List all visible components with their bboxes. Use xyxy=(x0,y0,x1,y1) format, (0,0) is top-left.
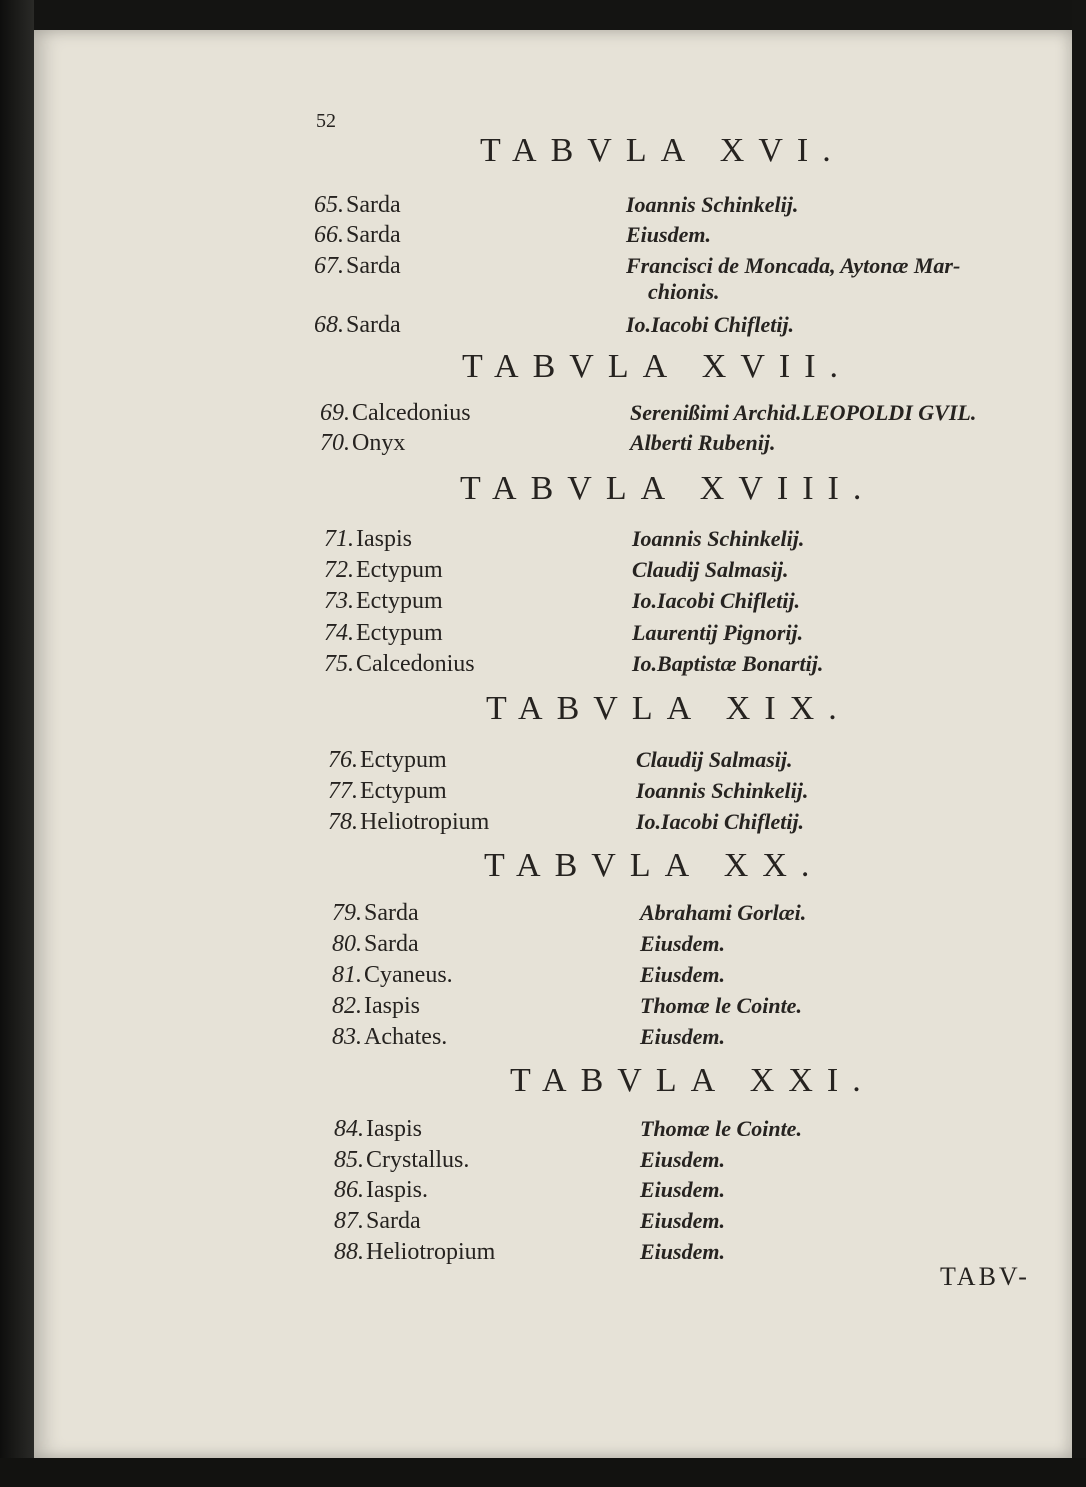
gem-name: Sarda xyxy=(364,900,419,926)
gem-entry xyxy=(332,991,420,1021)
gem-owner: Francisci de Moncada, Aytonæ Mar- xyxy=(626,253,961,278)
gem-name: Achates. xyxy=(364,1024,448,1050)
gem-name: Heliotropium xyxy=(366,1239,496,1265)
gem-entry xyxy=(324,618,443,648)
gem-entry xyxy=(328,745,447,775)
gem-name: Sarda xyxy=(346,253,401,279)
page-number: 52 xyxy=(316,110,336,132)
gem-name: Iaspis. xyxy=(366,1177,428,1203)
gem-name: Heliotropium xyxy=(360,809,490,835)
gem-entry xyxy=(324,524,412,554)
gem-owner: Io.Iacobi Chifletij. xyxy=(632,588,801,613)
gem-owner: Eiusdem. xyxy=(626,222,711,247)
scan-frame-top xyxy=(0,0,1086,30)
gem-owner: Claudij Salmasij. xyxy=(632,557,789,582)
gem-entry xyxy=(314,310,401,340)
gem-name: Onyx xyxy=(352,430,406,456)
gem-owner: Eiusdem. xyxy=(640,1208,725,1233)
gem-name: Iaspis xyxy=(356,526,412,552)
gem-entry xyxy=(332,929,419,959)
entry-number: 88. xyxy=(334,1239,364,1265)
gem-entry xyxy=(328,776,447,806)
gem-owner: Ioannis Schinkelij. xyxy=(632,526,805,551)
gem-name: Sarda xyxy=(346,222,401,248)
section-title: TABVLA XXI. xyxy=(510,1062,875,1099)
entry-number: 74. xyxy=(324,620,354,646)
entry-number: 76. xyxy=(328,747,358,773)
entry-number: 73. xyxy=(324,588,354,614)
gem-entry xyxy=(324,586,443,616)
gem-name: Cyaneus. xyxy=(364,962,453,988)
gem-owner: Eiusdem. xyxy=(640,1147,725,1172)
gem-owner: Alberti Rubenij. xyxy=(630,430,776,455)
gem-owner: Eiusdem. xyxy=(640,931,725,956)
gem-owner: Io.Baptistæ Bonartij. xyxy=(632,651,824,676)
scan-frame-bottom xyxy=(0,1458,1086,1487)
section-title: TABVLA XVII. xyxy=(462,348,853,385)
gem-entry xyxy=(332,898,419,928)
entry-number: 75. xyxy=(324,651,354,677)
gem-entry xyxy=(324,555,443,585)
gem-entry xyxy=(328,807,489,837)
gem-entry xyxy=(334,1145,469,1175)
entry-number: 65. xyxy=(314,192,344,218)
scan-frame-left xyxy=(0,0,34,1487)
gem-owner: Ioannis Schinkelij. xyxy=(636,778,809,803)
gem-name: Sarda xyxy=(346,312,401,338)
gem-name: Ectypum xyxy=(356,620,443,646)
catchword: TABV- xyxy=(940,1262,1030,1291)
gem-owner-continuation: chionis. xyxy=(648,279,720,304)
section-title: TABVLA XX. xyxy=(484,847,824,884)
gem-name: Sarda xyxy=(346,192,401,218)
gem-name: Sarda xyxy=(366,1208,421,1234)
entry-number: 72. xyxy=(324,557,354,583)
gem-owner: Serenißimi Archid.LEOPOLDI GVIL. xyxy=(630,400,977,425)
entry-number: 66. xyxy=(314,222,344,248)
gem-entry xyxy=(334,1114,422,1144)
gem-owner: Thomæ le Cointe. xyxy=(640,1116,802,1141)
gem-name: Ectypum xyxy=(360,747,447,773)
entry-number: 69. xyxy=(320,400,350,426)
gem-name: Calcedonius xyxy=(356,651,475,677)
gem-entry xyxy=(334,1237,495,1267)
entry-number: 82. xyxy=(332,993,362,1019)
gem-owner: Eiusdem. xyxy=(640,962,725,987)
gem-name: Sarda xyxy=(364,931,419,957)
entry-number: 85. xyxy=(334,1147,364,1173)
gem-name: Crystallus. xyxy=(366,1147,470,1173)
gem-name: Calcedonius xyxy=(352,400,471,426)
gem-owner: Io.Iacobi Chifletij. xyxy=(626,312,795,337)
gem-owner: Thomæ le Cointe. xyxy=(640,993,802,1018)
scan-frame-right xyxy=(1072,0,1086,1487)
entry-number: 84. xyxy=(334,1116,364,1142)
gem-entry xyxy=(320,428,405,458)
gem-entry xyxy=(332,960,453,990)
gem-entry xyxy=(320,398,471,428)
gem-owner: Io.Iacobi Chifletij. xyxy=(636,809,805,834)
gem-name: Ectypum xyxy=(356,557,443,583)
section-title: TABVLA XIX. xyxy=(486,690,851,727)
gem-name: Ectypum xyxy=(356,588,443,614)
entry-number: 71. xyxy=(324,526,354,552)
gem-owner: Ioannis Schinkelij. xyxy=(626,192,799,217)
entry-number: 83. xyxy=(332,1024,362,1050)
entry-number: 80. xyxy=(332,931,362,957)
gem-owner: Claudij Salmasij. xyxy=(636,747,793,772)
entry-number: 86. xyxy=(334,1177,364,1203)
gem-owner: Laurentij Pignorij. xyxy=(632,620,804,645)
entry-number: 81. xyxy=(332,962,362,988)
section-title: TABVLA XVI. xyxy=(480,132,845,169)
gem-owner: Eiusdem. xyxy=(640,1024,725,1049)
gem-entry xyxy=(334,1206,421,1236)
section-title: TABVLA XVIII. xyxy=(460,470,876,507)
gem-entry xyxy=(324,649,475,679)
entry-number: 68. xyxy=(314,312,344,338)
gem-name: Iaspis xyxy=(366,1116,422,1142)
gem-owner: Eiusdem. xyxy=(640,1177,725,1202)
gem-name: Iaspis xyxy=(364,993,420,1019)
gem-entry xyxy=(334,1175,428,1205)
gem-entry xyxy=(314,190,401,220)
gem-entry xyxy=(314,251,401,281)
gem-entry xyxy=(314,220,401,250)
entry-number: 79. xyxy=(332,900,362,926)
entry-number: 70. xyxy=(320,430,350,456)
entry-number: 78. xyxy=(328,809,358,835)
gem-owner: Eiusdem. xyxy=(640,1239,725,1264)
entry-number: 67. xyxy=(314,253,344,279)
gem-owner: Abrahami Gorlæi. xyxy=(640,900,807,925)
gem-entry xyxy=(332,1022,447,1052)
entry-number: 87. xyxy=(334,1208,364,1234)
entry-number: 77. xyxy=(328,778,358,804)
book-page xyxy=(34,30,1072,1458)
gem-name: Ectypum xyxy=(360,778,447,804)
